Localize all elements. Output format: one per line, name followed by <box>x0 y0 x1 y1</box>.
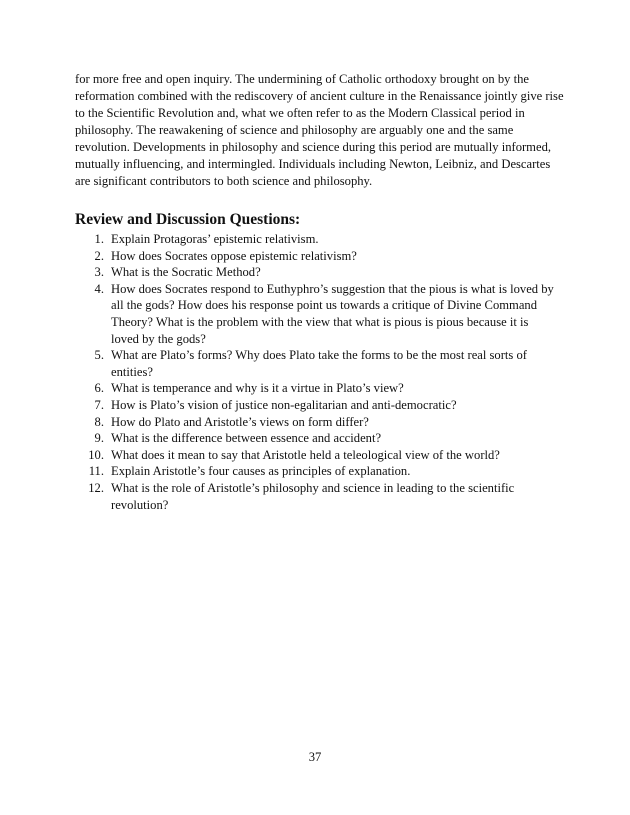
list-item <box>75 231 555 248</box>
question-number: 7. <box>94 397 104 412</box>
question-number: 8. <box>94 414 104 429</box>
question-number: 4. <box>94 281 104 296</box>
question-number: 2. <box>94 248 104 263</box>
question-number: 3. <box>94 265 104 280</box>
list-item <box>75 347 555 380</box>
question-number: 9. <box>94 431 104 446</box>
questions-list <box>75 231 555 513</box>
question-text: What is the difference between essence and accident? <box>111 431 382 446</box>
list-item <box>75 397 555 414</box>
section-heading: Review and Discussion Questions: <box>75 211 301 228</box>
list-item <box>75 380 555 397</box>
question-text: How is Plato’s vision of justice non-egalitarian and anti-democratic? <box>111 397 457 412</box>
question-text: What does it mean to say that Aristotle held a teleological view of the world? <box>111 447 500 462</box>
list-item <box>75 447 555 464</box>
question-text: How does Socrates oppose epistemic relativism? <box>111 248 357 263</box>
question-text: Explain Aristotle’s four causes as principles of explanation. <box>111 464 411 479</box>
question-number: 12. <box>88 480 104 495</box>
question-text: What are Plato’s forms? Why does Plato take the forms to be the most real sorts of entities? <box>111 348 527 379</box>
intro-paragraph: for more free and open inquiry. The undermining of Catholic orthodoxy brought on by the reformation combined with the rediscovery of ancient culture in the Renaissance jointly give rise to the Scientific Revolution and, what we often refer to as the Modern Classical period in philosophy. The reawakening of science and philosophy are arguably one and the same revolution. Developments in philosophy and science during this period are mutually informed, mutually influencing, and intermingled. Individuals including Newton, Leibniz, and Descartes are significant contributors to both science and philosophy. <box>75 72 564 188</box>
list-item <box>75 281 555 347</box>
question-text: What is the Socratic Method? <box>111 265 261 280</box>
list-item <box>75 414 555 431</box>
question-text: How does Socrates respond to Euthyphro’s suggestion that the pious is what is loved by all the gods? How does his response point us towards a critique of Divine Command Theory? What is the problem with the view that what is pious is pious because it is loved by the gods? <box>111 281 554 346</box>
question-number: 1. <box>94 232 104 246</box>
list-item <box>75 480 555 513</box>
list-item <box>75 463 555 480</box>
question-number: 10. <box>88 447 104 462</box>
question-text: How do Plato and Aristotle’s views on form differ? <box>111 414 369 429</box>
question-number: 6. <box>94 381 104 396</box>
list-item <box>75 430 555 447</box>
question-number: 11. <box>88 464 104 479</box>
list-item <box>75 248 555 265</box>
question-number: 5. <box>94 348 104 363</box>
question-text: What is temperance and why is it a virtue in Plato’s view? <box>111 381 404 396</box>
question-text: What is the role of Aristotle’s philosophy and science in leading to the scientific revolution? <box>111 480 515 512</box>
list-item <box>75 264 555 281</box>
question-text: Explain Protagoras’ epistemic relativism. <box>111 232 319 246</box>
page-number: 37 <box>308 750 322 764</box>
